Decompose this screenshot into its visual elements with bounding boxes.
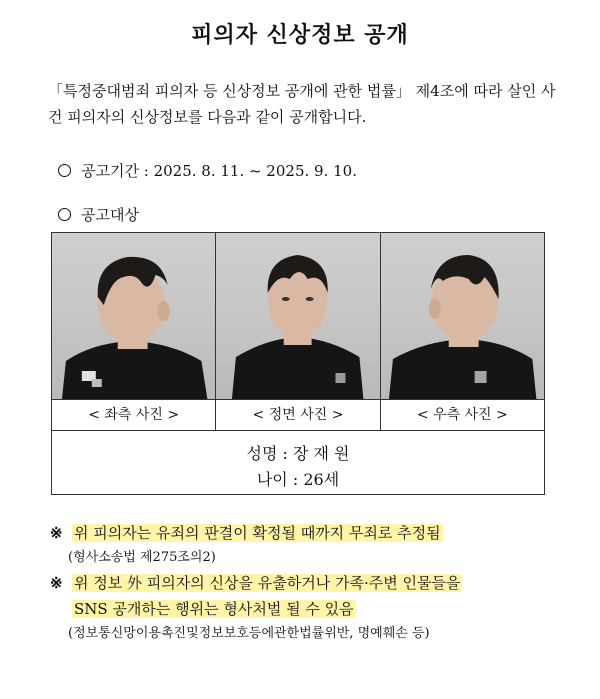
caption-row: [52, 400, 544, 431]
target-label: 공고대상: [81, 206, 139, 224]
name-label: 성명: [246, 444, 278, 463]
note-source: (정보통신망이용촉진및정보보호등에관한법률위반, 명예훼손 등): [68, 626, 430, 641]
note-warning: [50, 570, 570, 596]
period-row: 공고기간 : 2025. 8. 11. ~ 2025. 9. 10.: [58, 160, 357, 181]
photo-right-profile: [381, 233, 544, 399]
notes-section: [50, 520, 570, 646]
name-value: 장 재 원: [292, 444, 350, 463]
intro-paragraph: 「특정중대범죄 피의자 등 신상정보 공개에 관한 법률」 제4조에 따라 살인 사건 피의자의 신상정보를 다음과 같이 공개합니다.: [48, 82, 556, 126]
photo-front: [216, 233, 380, 399]
circle-bullet-icon: [58, 164, 71, 177]
reference-mark-icon: ※: [50, 574, 63, 592]
note-text: SNS 공개하는 행위는 형사처벌 될 수 있음: [74, 600, 354, 618]
age-line: 나이 : 26세: [256, 470, 340, 489]
note-warning-continued: [50, 596, 570, 622]
photo-left-profile: [52, 233, 216, 399]
caption-left: < 좌측 사진 >: [52, 400, 216, 430]
note-text: 위 정보 外 피의자의 신상을 유출하거나 가족·주변 인물들을: [74, 574, 461, 592]
note-text: 위 피의자는 유죄의 판결이 확정될 때까지 무죄로 추정됨: [74, 524, 441, 542]
age-value: 26세: [303, 470, 340, 489]
caption-front: < 정면 사진 >: [216, 400, 380, 430]
caption-right: < 우측 사진 >: [416, 407, 508, 423]
note-presumption: [50, 520, 570, 546]
name-line: 성명 : 장 재 원: [246, 444, 350, 463]
target-row: [58, 204, 139, 225]
period-label: 공고기간: [81, 162, 139, 180]
page-title: 피의자 신상정보 공개: [191, 23, 409, 48]
suspect-info-table: [51, 232, 545, 495]
circle-bullet-icon: [58, 208, 71, 221]
note-source: (형사소송법 제275조의2): [68, 550, 216, 565]
age-label: 나이: [256, 470, 288, 489]
person-info: [52, 431, 544, 493]
reference-mark-icon: ※: [50, 524, 63, 542]
photo-row: [52, 233, 544, 400]
period-value: 2025. 8. 11. ~ 2025. 9. 10.: [153, 162, 357, 180]
